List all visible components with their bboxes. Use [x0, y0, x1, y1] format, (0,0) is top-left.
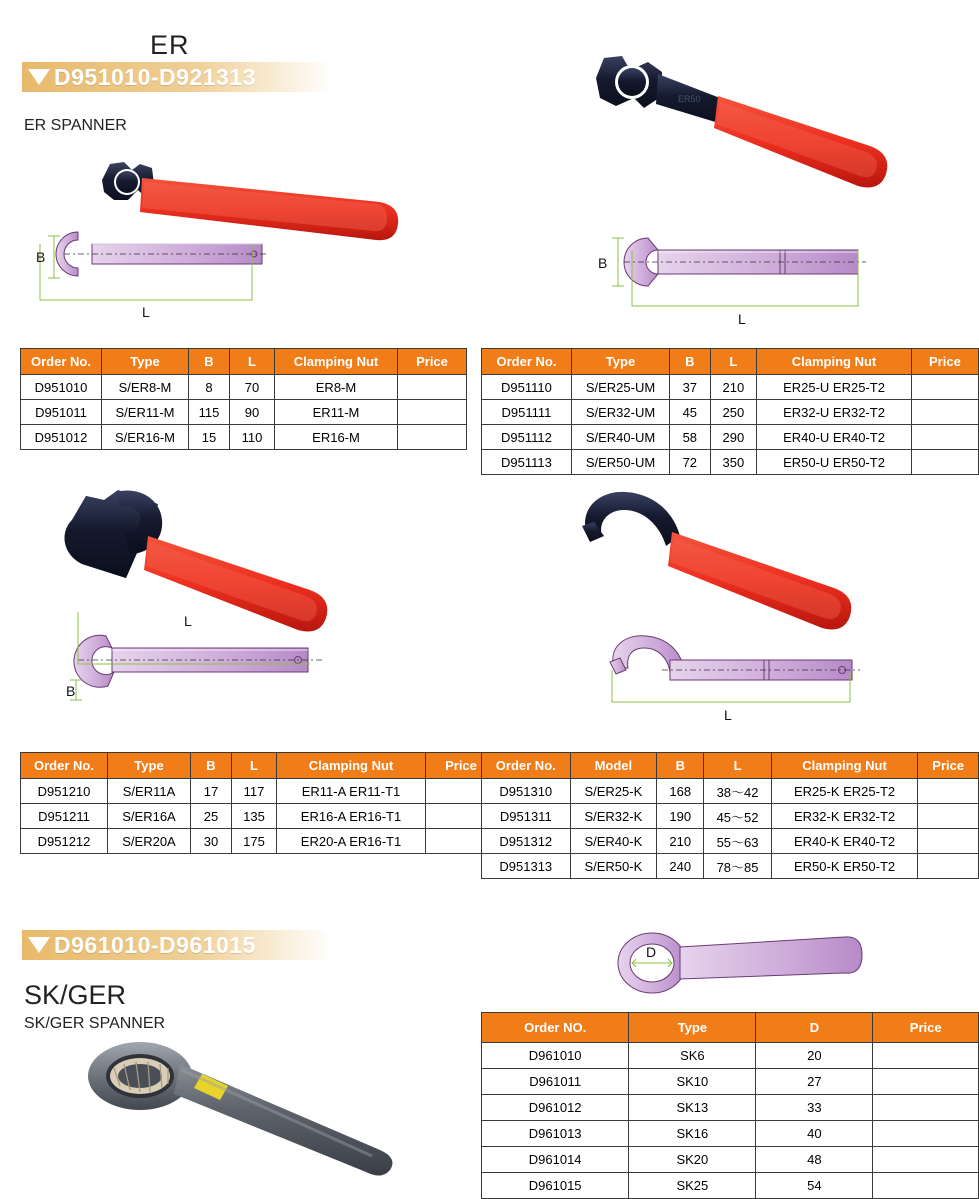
table-row: [482, 1095, 979, 1121]
col-order-no: Order No.: [21, 753, 108, 779]
cell-price: [918, 804, 979, 829]
table-row: [482, 804, 979, 829]
table-row: [21, 425, 467, 450]
table-row: [21, 804, 497, 829]
cell-price: [911, 425, 978, 450]
cell-clamping-nut: ER50-U ER50-T2: [757, 450, 912, 475]
cell-clamping-nut: ER25-U ER25-T2: [757, 375, 912, 400]
cell-l: 78～85: [704, 854, 771, 879]
cell-clamping-nut: ER16-A ER16-T1: [277, 804, 426, 829]
table-row: [21, 829, 497, 854]
col-b: B: [670, 349, 711, 375]
table-header-row: [482, 349, 979, 375]
table-row: [482, 829, 979, 854]
section-code-1: D951010-D921313: [54, 63, 256, 90]
cell-l: 350: [710, 450, 757, 475]
cell-order-no: D961011: [482, 1069, 629, 1095]
cell-clamping-nut: ER40-K ER40-T2: [771, 829, 918, 854]
cell-order-no: D961012: [482, 1095, 629, 1121]
cell-order-no: D961014: [482, 1147, 629, 1173]
cell-type: S/ER16-M: [102, 425, 189, 450]
col-price: Price: [918, 753, 979, 779]
col-price: Price: [873, 1013, 979, 1043]
spanner-illustration-3: [20, 478, 420, 738]
section-code-banner-1: [22, 62, 332, 92]
col-clamping-nut: Clamping Nut: [771, 753, 918, 779]
dim-label-l2: L: [738, 311, 746, 327]
cell-b: 72: [670, 450, 711, 475]
cell-price: [911, 450, 978, 475]
table-row: [482, 854, 979, 879]
table-header-row: [482, 753, 979, 779]
cell-type: S/ER20A: [108, 829, 191, 854]
cell-model: S/ER40-K: [570, 829, 657, 854]
cell-order-no: D951112: [482, 425, 572, 450]
table-row: [482, 400, 979, 425]
cell-clamping-nut: ER32-U ER32-T2: [757, 400, 912, 425]
svg-text:ER50: ER50: [678, 94, 701, 104]
cell-l: 290: [710, 425, 757, 450]
table-row: [482, 375, 979, 400]
table-header-row: [21, 349, 467, 375]
cell-price: [873, 1069, 979, 1095]
cell-order-no: D961010: [482, 1043, 629, 1069]
cell-d: 54: [756, 1173, 873, 1199]
cell-order-no: D951313: [482, 854, 571, 879]
spec-table-5: [481, 1012, 979, 1199]
spanner-illustration-2: [570, 40, 970, 330]
cell-type: S/ER50-UM: [571, 450, 669, 475]
col-order-no: Order No.: [482, 349, 572, 375]
col-order-no: Order NO.: [482, 1013, 629, 1043]
cell-l: 38～42: [704, 779, 771, 804]
cell-type: SK16: [629, 1121, 756, 1147]
cell-order-no: D951212: [21, 829, 108, 854]
cell-type: SK25: [629, 1173, 756, 1199]
table-row: [482, 1043, 979, 1069]
page-title: ER: [150, 30, 190, 60]
cell-l: 117: [232, 779, 277, 804]
dim-label-l3: L: [184, 613, 192, 629]
section-code-2: D961010-D961015: [54, 931, 256, 958]
cell-l: 45～52: [704, 804, 771, 829]
skger-title: SK/GER: [24, 980, 127, 1010]
dim-label-b3: B: [66, 683, 76, 699]
col-type: Type: [108, 753, 191, 779]
cell-clamping-nut: ER25-K ER25-T2: [771, 779, 918, 804]
cell-d: 20: [756, 1043, 873, 1069]
cell-type: S/ER11-M: [102, 400, 189, 425]
cell-order-no: D951110: [482, 375, 572, 400]
cell-model: S/ER25-K: [570, 779, 657, 804]
cell-l: 90: [230, 400, 275, 425]
col-b: B: [189, 349, 230, 375]
cell-price: [398, 375, 467, 400]
cell-price: [398, 400, 467, 425]
table-row: [482, 1069, 979, 1095]
col-b: B: [191, 753, 232, 779]
cell-order-no: D961013: [482, 1121, 629, 1147]
cell-order-no: D951010: [21, 375, 102, 400]
cell-type: SK6: [629, 1043, 756, 1069]
cell-type: S/ER16A: [108, 804, 191, 829]
dim-label-l1: L: [142, 304, 150, 320]
cell-clamping-nut: ER16-M: [275, 425, 398, 450]
cell-l: 110: [230, 425, 275, 450]
cell-price: [873, 1095, 979, 1121]
cell-order-no: D951011: [21, 400, 102, 425]
cell-d: 27: [756, 1069, 873, 1095]
cell-type: SK13: [629, 1095, 756, 1121]
cell-type: S/ER25-UM: [571, 375, 669, 400]
cell-clamping-nut: ER32-K ER32-T2: [771, 804, 918, 829]
cell-b: 17: [191, 779, 232, 804]
col-order-no: Order No.: [21, 349, 102, 375]
cell-b: 240: [657, 854, 704, 879]
cell-clamping-nut: ER11-M: [275, 400, 398, 425]
spanner-illustration-1: [20, 140, 400, 325]
col-l: L: [704, 753, 771, 779]
cell-b: 45: [670, 400, 711, 425]
cell-order-no: D951312: [482, 829, 571, 854]
cell-l: 55～63: [704, 829, 771, 854]
col-clamping-nut: Clamping Nut: [275, 349, 398, 375]
spec-table-4: [481, 752, 979, 879]
cell-price: [873, 1147, 979, 1173]
dim-label-b2: B: [598, 255, 608, 271]
cell-clamping-nut: ER40-U ER40-T2: [757, 425, 912, 450]
skger-spanner-photo: [50, 1040, 420, 1180]
cell-type: S/ER40-UM: [571, 425, 669, 450]
col-l: L: [230, 349, 275, 375]
cell-price: [918, 854, 979, 879]
cell-d: 40: [756, 1121, 873, 1147]
section-code-banner-2: [22, 930, 332, 960]
cell-d: 33: [756, 1095, 873, 1121]
cell-order-no: D951210: [21, 779, 108, 804]
table-row: [21, 779, 497, 804]
cell-b: 30: [191, 829, 232, 854]
triangle-down-icon: [28, 937, 50, 953]
cell-price: [873, 1043, 979, 1069]
cell-l: 210: [710, 375, 757, 400]
col-price: Price: [911, 349, 978, 375]
cell-type: S/ER32-UM: [571, 400, 669, 425]
cell-b: 190: [657, 804, 704, 829]
dim-label-d5: D: [646, 944, 657, 960]
dim-label-l4: L: [724, 707, 732, 723]
cell-b: 115: [189, 400, 230, 425]
triangle-down-icon: [28, 69, 50, 85]
cell-order-no: D961015: [482, 1173, 629, 1199]
col-l: L: [710, 349, 757, 375]
skger-caption: SK/GER SPANNER: [24, 1015, 166, 1032]
cell-model: S/ER50-K: [570, 854, 657, 879]
col-type: Type: [102, 349, 189, 375]
er-spanner-caption: ER SPANNER: [24, 117, 127, 134]
cell-price: [873, 1121, 979, 1147]
spanner-illustration-4: [560, 478, 960, 738]
cell-order-no: D951113: [482, 450, 572, 475]
cell-price: [398, 425, 467, 450]
cell-l: 175: [232, 829, 277, 854]
skger-line-drawing: [600, 925, 890, 1005]
cell-b: 210: [657, 829, 704, 854]
cell-price: [873, 1173, 979, 1199]
col-type: Type: [571, 349, 669, 375]
table-row: [482, 779, 979, 804]
cell-price: [918, 779, 979, 804]
spec-table-1: [20, 348, 467, 450]
cell-order-no: D951211: [21, 804, 108, 829]
cell-clamping-nut: ER8-M: [275, 375, 398, 400]
cell-type: SK10: [629, 1069, 756, 1095]
table-row: [482, 1173, 979, 1199]
table-row: [482, 1147, 979, 1173]
cell-price: [918, 829, 979, 854]
col-l: L: [232, 753, 277, 779]
cell-order-no: D951311: [482, 804, 571, 829]
cell-model: S/ER32-K: [570, 804, 657, 829]
cell-b: 168: [657, 779, 704, 804]
cell-price: [911, 400, 978, 425]
cell-clamping-nut: ER50-K ER50-T2: [771, 854, 918, 879]
spec-table-2: [481, 348, 979, 475]
col-b: B: [657, 753, 704, 779]
col-clamping-nut: Clamping Nut: [277, 753, 426, 779]
cell-order-no: D951012: [21, 425, 102, 450]
cell-l: 250: [710, 400, 757, 425]
cell-type: S/ER11A: [108, 779, 191, 804]
table-row: [21, 400, 467, 425]
cell-b: 15: [189, 425, 230, 450]
cell-b: 58: [670, 425, 711, 450]
cell-b: 8: [189, 375, 230, 400]
cell-l: 70: [230, 375, 275, 400]
cell-clamping-nut: ER11-A ER11-T1: [277, 779, 426, 804]
col-model: Model: [570, 753, 657, 779]
table-header-row: [21, 753, 497, 779]
cell-order-no: D951310: [482, 779, 571, 804]
cell-b: 25: [191, 804, 232, 829]
col-d: D: [756, 1013, 873, 1043]
cell-l: 135: [232, 804, 277, 829]
table-row: [482, 425, 979, 450]
col-price: Price: [398, 349, 467, 375]
col-order-no: Order No.: [482, 753, 571, 779]
table-row: [482, 1121, 979, 1147]
cell-b: 37: [670, 375, 711, 400]
cell-type: SK20: [629, 1147, 756, 1173]
col-clamping-nut: Clamping Nut: [757, 349, 912, 375]
cell-type: S/ER8-M: [102, 375, 189, 400]
table-row: [21, 375, 467, 400]
cell-order-no: D951111: [482, 400, 572, 425]
table-row: [482, 450, 979, 475]
spec-table-3: [20, 752, 497, 854]
col-price: Price: [426, 753, 497, 779]
cell-d: 48: [756, 1147, 873, 1173]
table-header-row: [482, 1013, 979, 1043]
cell-clamping-nut: ER20-A ER16-T1: [277, 829, 426, 854]
col-type: Type: [629, 1013, 756, 1043]
cell-price: [911, 375, 978, 400]
dim-label-b1: B: [36, 249, 46, 265]
